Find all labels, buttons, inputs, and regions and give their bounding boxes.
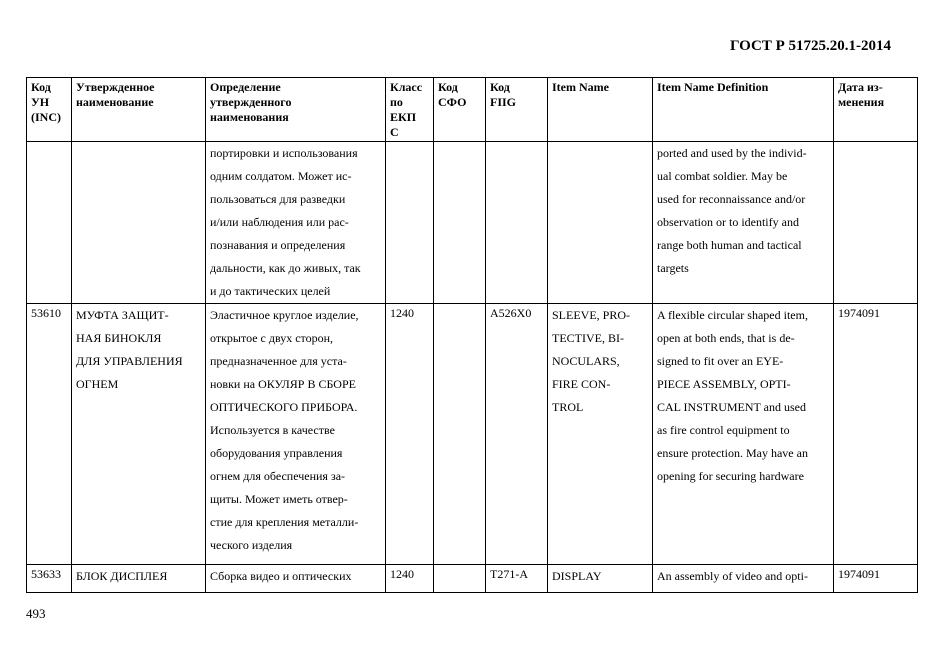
header-inc: [27, 78, 72, 142]
cell-line: DISPLAY: [552, 569, 602, 583]
page-number: 493: [26, 606, 46, 621]
cell-inc: 53610: [27, 304, 72, 565]
cell-line: пользоваться для разведки: [210, 192, 346, 206]
cell-name: [72, 304, 206, 565]
header-sfo: [434, 78, 486, 142]
cell-definition: [206, 142, 386, 304]
cell-line: одним солдатом. Может ис-: [210, 169, 352, 183]
table-row: [27, 142, 918, 304]
cell-line: дальности, как до живых, так: [210, 261, 361, 275]
cell-line: opening for securing hardware: [657, 469, 804, 483]
cell-line: ОПТИЧЕСКОГО ПРИБОРА.: [210, 400, 358, 414]
cell-line: SLEEVE, PRO-: [552, 308, 630, 322]
cell-line: Эластичное круглое изделие,: [210, 308, 359, 322]
header-line: С: [390, 125, 399, 139]
cell-line: щиты. Может иметь отвер-: [210, 492, 348, 506]
cell-item-name: [548, 142, 653, 304]
cell-line: и/или наблюдения или рас-: [210, 215, 349, 229]
header-definition: [206, 78, 386, 142]
cell-line: observation or to identify and: [657, 215, 799, 229]
header-line: УН: [31, 95, 50, 109]
header-change-date: [834, 78, 918, 142]
cell-item-name: [548, 304, 653, 565]
cell-line: ensure protection. May have an: [657, 446, 808, 460]
cell-line: range both human and tactical: [657, 238, 802, 252]
header-line: СФО: [438, 95, 467, 109]
header-line: по: [390, 95, 403, 109]
header-line: Код: [490, 80, 510, 94]
header-line: Класс: [390, 80, 423, 94]
cell-line: Сборка видео и оптических: [210, 569, 352, 583]
header-line: Код: [31, 80, 51, 94]
cell-item-definition: [653, 565, 834, 593]
cell-line: open at both ends, that is de-: [657, 331, 795, 345]
cell-sfo: [434, 565, 486, 593]
cell-line: новки на ОКУЛЯР В СБОРЕ: [210, 377, 356, 391]
inc-table: [26, 77, 918, 593]
cell-definition: [206, 565, 386, 593]
cell-inc: 53633: [27, 565, 72, 593]
cell-line: ОГНЕМ: [76, 377, 119, 391]
cell-line: as fire control equipment to: [657, 423, 790, 437]
cell-name: [72, 565, 206, 593]
header-line: Утвержденное: [76, 80, 155, 94]
cell-class: 1240: [386, 565, 434, 593]
table-row: [27, 565, 918, 593]
cell-sfo: [434, 142, 486, 304]
cell-line: огнем для обеспечения за-: [210, 469, 346, 483]
cell-line: НАЯ БИНОКЛЯ: [76, 331, 162, 345]
cell-line: ual combat soldier. May be: [657, 169, 788, 183]
cell-line: открытое с двух сторон,: [210, 331, 334, 345]
cell-line: МУФТА ЗАЩИТ-: [76, 308, 169, 322]
cell-line: БЛОК ДИСПЛЕЯ: [76, 569, 168, 583]
header-fiig: [486, 78, 548, 142]
cell-item-name: [548, 565, 653, 593]
cell-line: TROL: [552, 400, 584, 414]
header-line: Item Name: [552, 80, 609, 94]
cell-line: ческого изделия: [210, 538, 293, 552]
header-line: Код: [438, 80, 458, 94]
cell-class: [386, 142, 434, 304]
cell-line: NOCULARS,: [552, 354, 620, 368]
header-line: утвержденного: [210, 95, 292, 109]
cell-line: предназначенное для уста-: [210, 354, 347, 368]
header-item-definition: [653, 78, 834, 142]
header-item-name: [548, 78, 653, 142]
table-header-row: [27, 78, 918, 142]
table-row: [27, 304, 918, 565]
header-line: Item Name Definition: [657, 80, 769, 94]
cell-line: портировки и использования: [210, 146, 358, 160]
cell-item-definition: [653, 304, 834, 565]
header-line: (INC): [31, 110, 61, 124]
cell-class: 1240: [386, 304, 434, 565]
cell-item-definition: [653, 142, 834, 304]
cell-date: 1974091: [834, 565, 918, 593]
cell-line: и до тактических целей: [210, 284, 331, 298]
cell-fiig: T271-A: [486, 565, 548, 593]
cell-line: стие для крепления металли-: [210, 515, 359, 529]
cell-date: 1974091: [834, 304, 918, 565]
cell-line: TECTIVE, BI-: [552, 331, 624, 345]
header-line: Дата из-: [838, 80, 883, 94]
cell-sfo: [434, 304, 486, 565]
cell-date: [834, 142, 918, 304]
header-line: наименование: [76, 95, 154, 109]
header-line: менения: [838, 95, 885, 109]
cell-line: ported and used by the individ-: [657, 146, 807, 160]
header-line: ЕКП: [390, 110, 417, 124]
cell-line: оборудования управления: [210, 446, 343, 460]
cell-inc: [27, 142, 72, 304]
cell-fiig: [486, 142, 548, 304]
cell-line: A flexible circular shaped item,: [657, 308, 808, 322]
cell-definition: [206, 304, 386, 565]
cell-fiig: A526X0: [486, 304, 548, 565]
cell-line: FIRE CON-: [552, 377, 611, 391]
header-class: [386, 78, 434, 142]
cell-line: signed to fit over an EYE-: [657, 354, 784, 368]
cell-line: CAL INSTRUMENT and used: [657, 400, 806, 414]
document-standard-title: ГОСТ Р 51725.20.1-2014: [729, 38, 891, 54]
header-line: Определение: [210, 80, 281, 94]
header-line: наименования: [210, 110, 289, 124]
header-line: FIIG: [490, 95, 517, 109]
header-approved-name: [72, 78, 206, 142]
cell-line: PIECE ASSEMBLY, OPTI-: [657, 377, 791, 391]
cell-line: An assembly of video and opti-: [657, 569, 808, 583]
cell-line: ДЛЯ УПРАВЛЕНИЯ: [76, 354, 183, 368]
cell-line: познавания и определения: [210, 238, 346, 252]
cell-name: [72, 142, 206, 304]
cell-line: used for reconnaissance and/or: [657, 192, 806, 206]
cell-line: targets: [657, 261, 689, 275]
cell-line: Используется в качестве: [210, 423, 335, 437]
